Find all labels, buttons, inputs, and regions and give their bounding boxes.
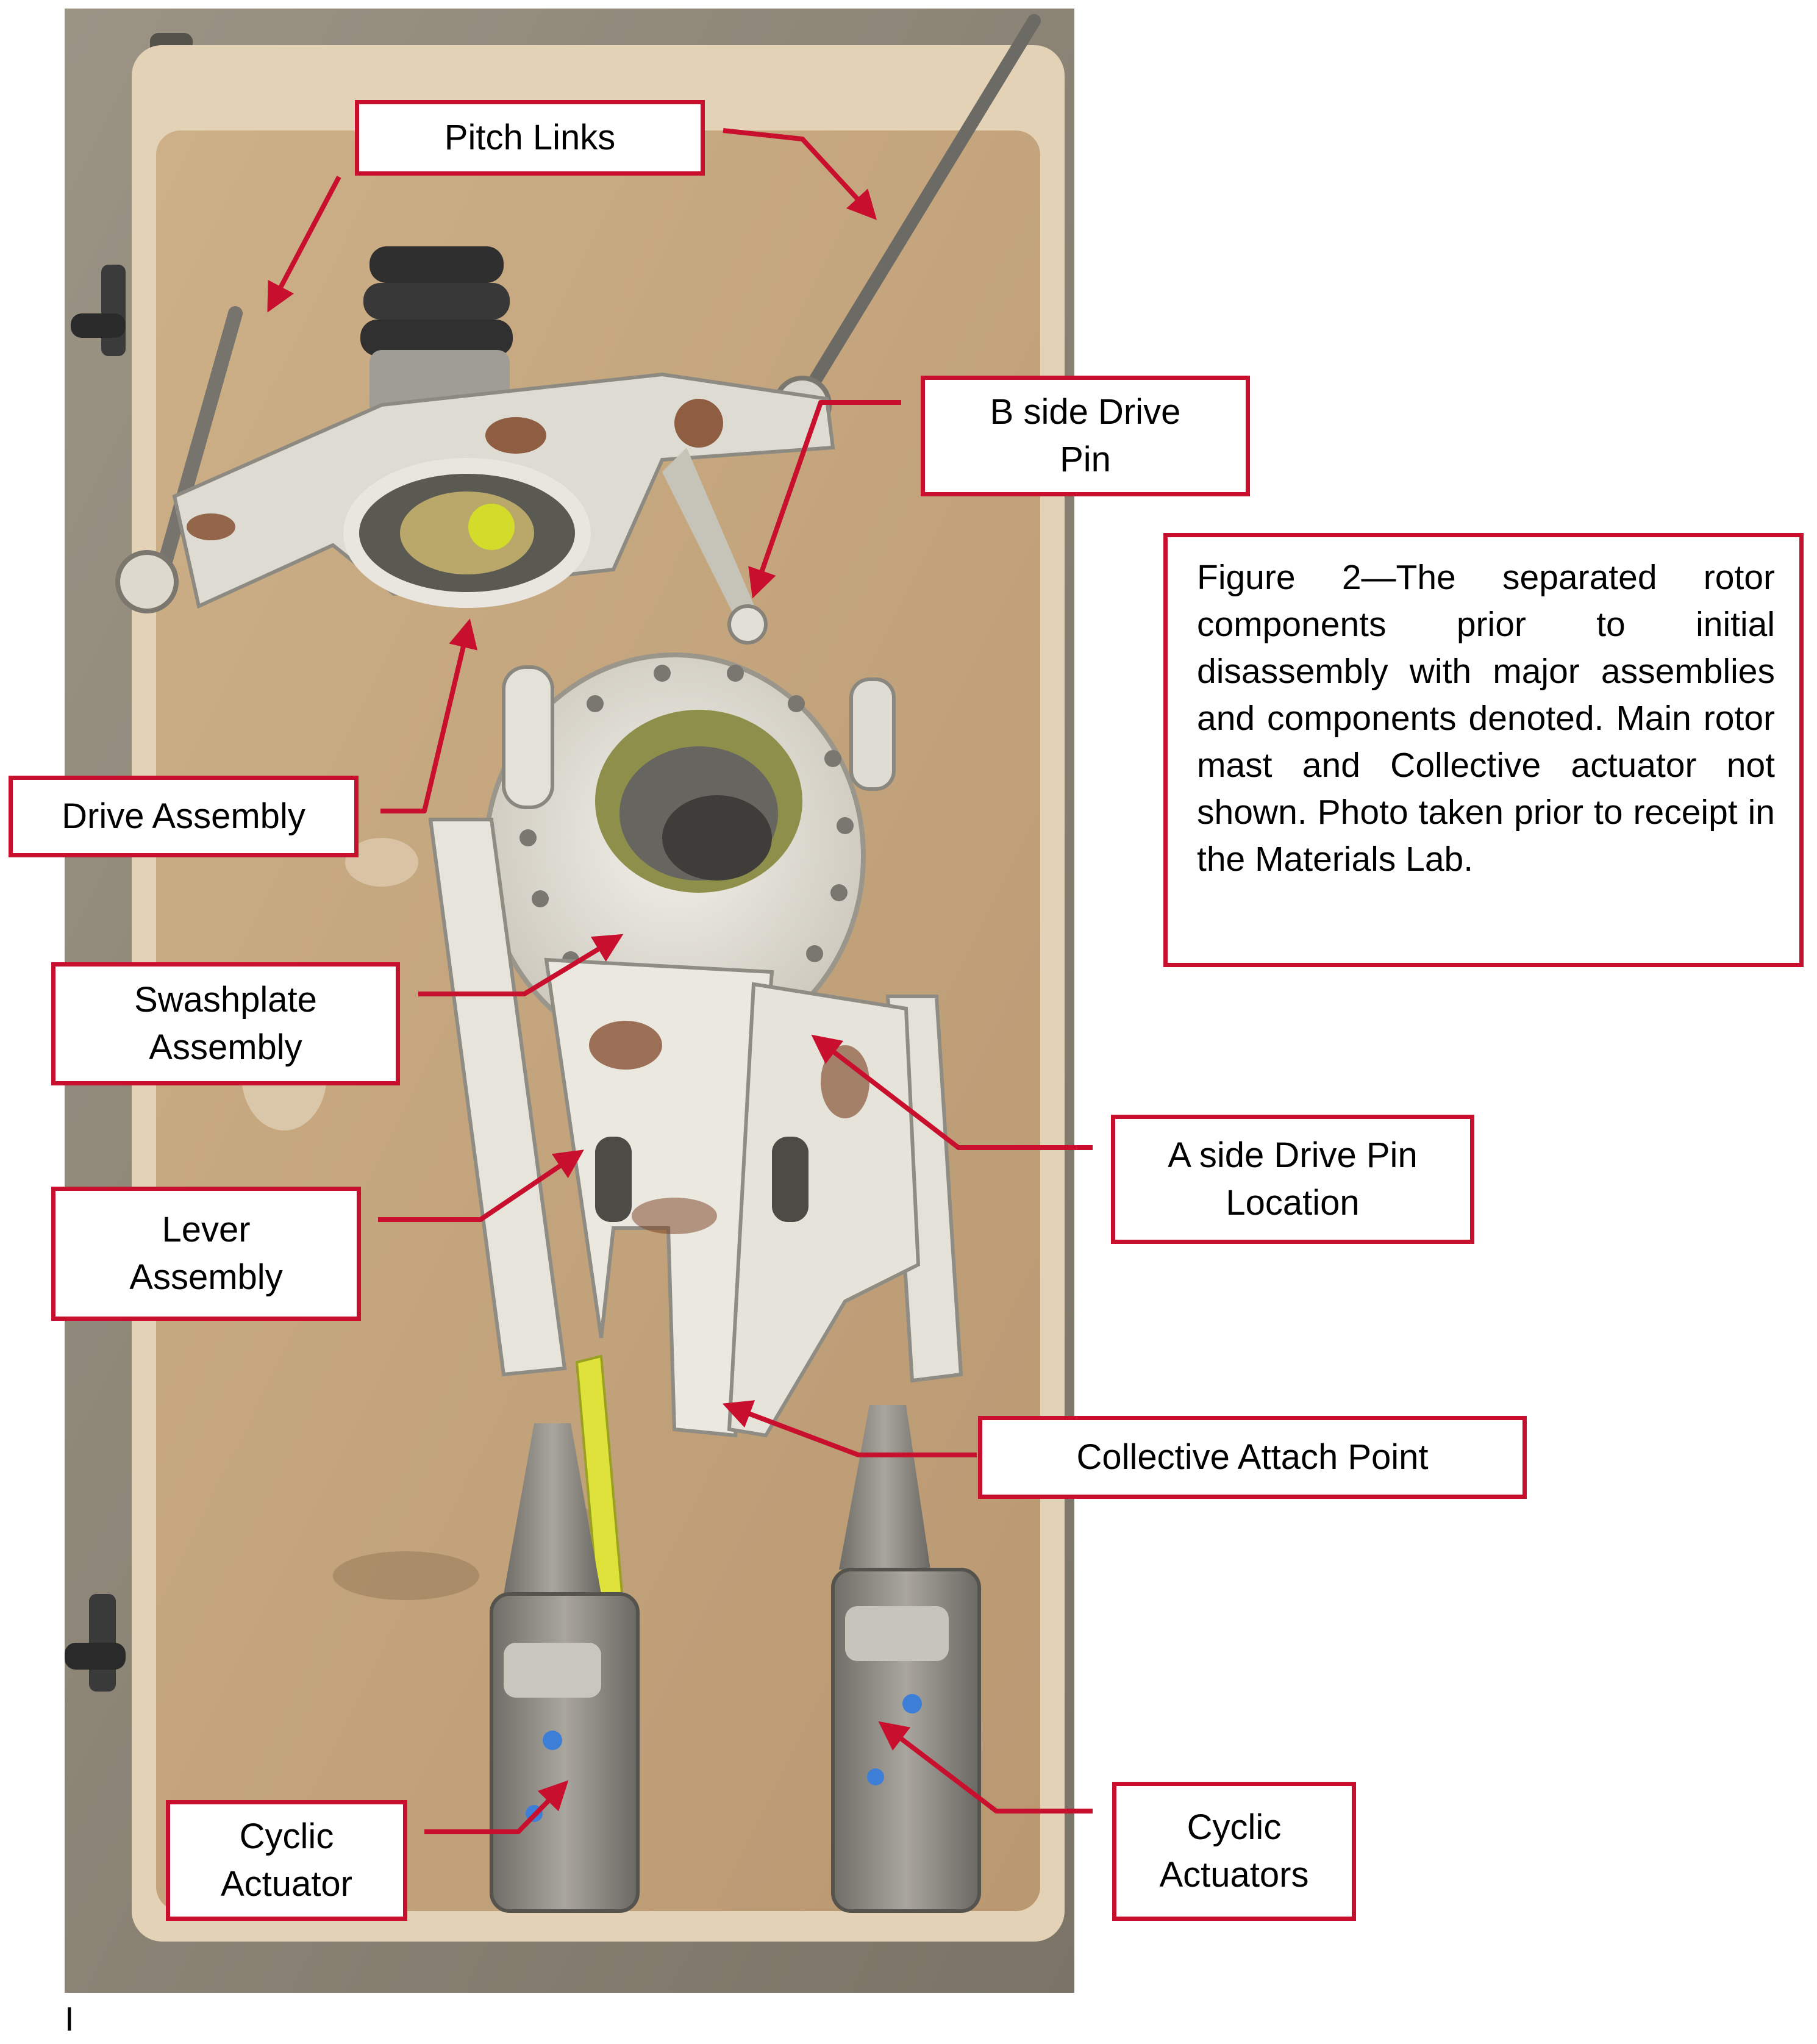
arrow-cyclic-actuator <box>424 1785 563 1832</box>
stray-mark: I <box>65 1999 74 2038</box>
arrow-drive-assembly <box>380 626 468 811</box>
arrow-pitch-links-left <box>271 177 339 306</box>
arrow-lever-assembly <box>378 1154 578 1220</box>
arrow-collective-attach-point <box>729 1406 977 1455</box>
label-swashplate-assembly: Swashplate Assembly <box>51 962 400 1085</box>
arrow-pitch-links-right <box>723 130 872 215</box>
label-a-side-drive-pin-location: A side Drive Pin Location <box>1111 1115 1474 1244</box>
label-cyclic-actuators: Cyclic Actuators <box>1112 1782 1356 1921</box>
label-b-side-drive-pin: B side Drive Pin <box>921 376 1250 496</box>
arrow-b-side-drive-pin <box>755 402 901 591</box>
arrow-cyclic-actuators <box>884 1726 1093 1811</box>
label-collective-attach-point: Collective Attach Point <box>978 1416 1527 1499</box>
label-cyclic-actuator: Cyclic Actuator <box>166 1800 407 1921</box>
label-lever-assembly: Lever Assembly <box>51 1187 361 1321</box>
label-pitch-links: Pitch Links <box>355 100 705 176</box>
arrow-a-side-drive-pin <box>817 1039 1093 1148</box>
figure-caption: Figure 2—The separated rotor components prior to initial disassembly with major assemblies and components denoted. Main rotor mast and Collective actuator not shown. Photo taken prior to receipt in the Materials Lab. <box>1163 533 1804 967</box>
arrow-swashplate <box>418 938 617 994</box>
label-drive-assembly: Drive Assembly <box>9 776 359 857</box>
